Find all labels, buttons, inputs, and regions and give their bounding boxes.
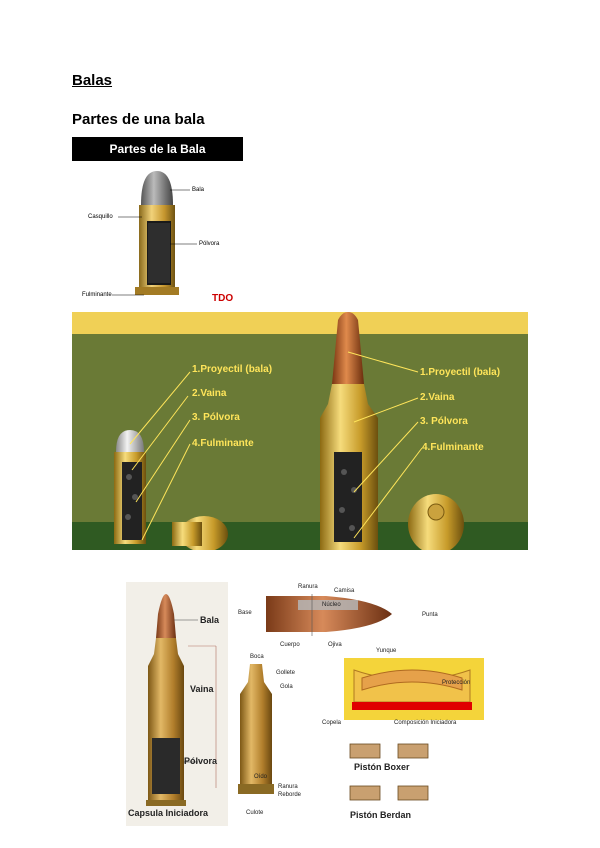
label-fulminante: Fulminante — [82, 292, 112, 298]
right-label-polvora: 3. Pólvora — [420, 416, 468, 427]
figure-bullet-cutaways — [72, 312, 528, 550]
label-gola: Gola — [280, 684, 293, 690]
cartridge-illustrations — [72, 312, 528, 550]
left-label-vaina: 2.Vaina — [192, 388, 227, 399]
label-capsula-iniciadora: Capsula Iniciadora — [128, 808, 209, 818]
label-casquillo: Casquillo — [88, 214, 113, 220]
label-boca: Boca — [250, 654, 264, 660]
label-ojiva: Ojiva — [328, 642, 342, 648]
figure-partes-de-la-bala — [72, 137, 243, 302]
label-polvora: Pólvora — [184, 756, 218, 766]
label-piston-boxer: Pistón Boxer — [354, 762, 410, 772]
left-label-proyectil: 1.Proyectil (bala) — [192, 364, 273, 375]
label-cuerpo: Cuerpo — [280, 642, 300, 648]
label-punta: Punta — [422, 612, 438, 618]
right-label-fulminante: 4.Fulminante — [422, 442, 484, 453]
right-label-vaina: 2.Vaina — [420, 392, 455, 403]
label-composicion-iniciadora: Composición Iniciadora — [394, 720, 457, 726]
left-label-fulminante: 4.Fulminante — [192, 438, 254, 449]
left-label-polvora: 3. Pólvora — [192, 412, 240, 423]
label-base: Base — [238, 610, 252, 616]
label-oido: Oído — [254, 774, 268, 780]
label-ranura-casing: Ranura — [278, 784, 298, 790]
label-piston-berdan: Pistón Berdan — [350, 810, 412, 820]
label-vaina: Vaina — [190, 684, 214, 694]
label-bala: Bala — [200, 615, 220, 625]
tdo-logo: TDO — [212, 293, 234, 302]
label-reborde: Reborde — [278, 792, 302, 798]
label-polvora: Pólvora — [199, 241, 220, 247]
label-copela: Copela — [322, 720, 342, 726]
label-proteccion: Protección — [442, 680, 471, 686]
page-title: Balas — [72, 72, 113, 89]
label-nucleo: Núcleo — [322, 602, 341, 608]
label-culote: Culote — [246, 810, 264, 816]
figure-title-bar: Partes de la Bala — [72, 137, 243, 161]
section-heading: Partes de una bala — [72, 111, 205, 128]
figure-detailed-diagram — [126, 578, 490, 826]
label-camisa: Camisa — [334, 588, 355, 594]
label-yunque: Yunque — [376, 648, 397, 654]
label-ranura-top: Ranura — [298, 584, 318, 590]
label-bala: Bala — [192, 187, 205, 193]
label-gollete: Gollete — [276, 670, 296, 676]
right-label-proyectil: 1.Proyectil (bala) — [420, 367, 501, 378]
